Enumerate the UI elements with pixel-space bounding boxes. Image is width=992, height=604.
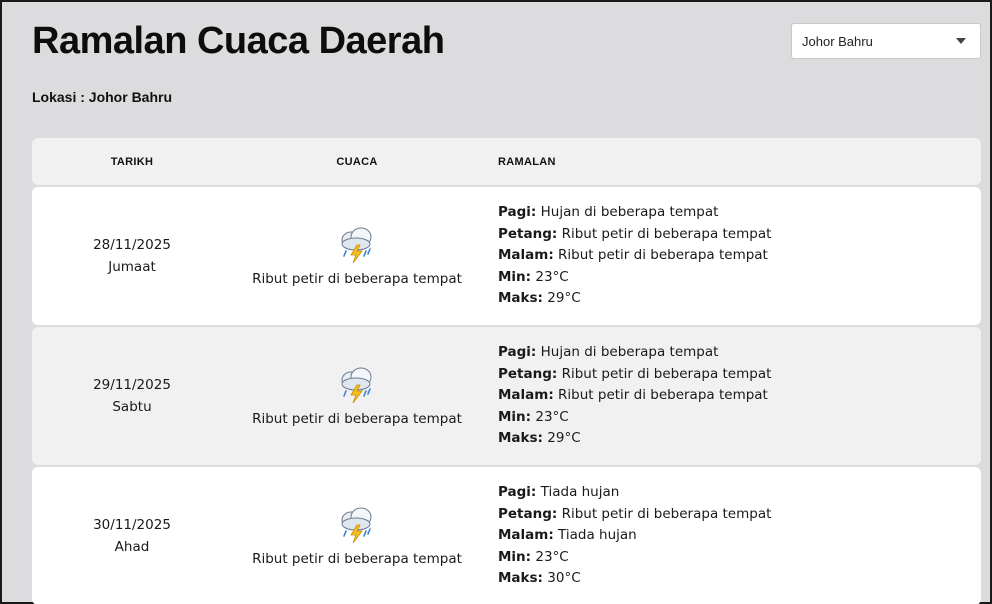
table-row (32, 327, 981, 465)
row-day: Sabtu (112, 399, 152, 415)
table-header (32, 138, 981, 185)
afternoon-value: Ribut petir di beberapa tempat (561, 225, 772, 242)
max-label: Maks: (498, 570, 543, 587)
min-value: 23°C (535, 408, 569, 425)
row-day: Jumaat (108, 259, 156, 275)
min-label: Min: (498, 548, 532, 565)
morning-label: Pagi: (498, 344, 537, 361)
min-value: 23°C (535, 268, 569, 285)
night-label: Malam: (498, 387, 554, 404)
chevron-down-icon (956, 38, 966, 44)
min-value: 23°C (535, 548, 569, 565)
forecast-cell (482, 202, 981, 309)
afternoon-label: Petang: (498, 225, 558, 242)
header-date: TARIKH (110, 155, 154, 168)
min-label: Min: (498, 408, 532, 425)
max-value: 29°C (547, 430, 581, 447)
thunderstorm-icon (337, 505, 377, 545)
row-day: Ahad (114, 539, 150, 555)
location-select[interactable] (791, 23, 981, 59)
thunderstorm-icon (337, 225, 377, 265)
date-cell (32, 514, 232, 558)
night-value: Ribut petir di beberapa tempat (558, 387, 768, 404)
max-label: Maks: (498, 290, 543, 307)
page-title: Ramalan Cuaca Daerah (32, 20, 445, 62)
night-label: Malam: (498, 247, 554, 264)
afternoon-label: Petang: (498, 365, 558, 382)
date-cell (32, 374, 232, 418)
max-value: 29°C (547, 290, 581, 307)
afternoon-value: Ribut petir di beberapa tempat (561, 365, 772, 382)
weather-summary: Ribut petir di beberapa tempat (252, 411, 462, 427)
header-weather: CUACA (336, 155, 378, 168)
forecast-cell (482, 482, 981, 589)
night-label: Malam: (498, 527, 554, 544)
weather-cell (232, 505, 482, 567)
forecast-table (32, 138, 981, 604)
location-select-value: Johor Bahru (802, 33, 873, 49)
max-value: 30°C (547, 570, 581, 587)
morning-label: Pagi: (498, 204, 537, 221)
table-row (32, 467, 981, 604)
thunderstorm-icon (337, 365, 377, 405)
weather-summary: Ribut petir di beberapa tempat (252, 551, 462, 567)
afternoon-label: Petang: (498, 505, 558, 522)
morning-value: Tiada hujan (540, 484, 620, 501)
afternoon-value: Ribut petir di beberapa tempat (561, 505, 772, 522)
row-date: 30/11/2025 (93, 517, 171, 533)
location-label: Lokasi : Johor Bahru (32, 89, 173, 105)
morning-label: Pagi: (498, 484, 537, 501)
date-cell (32, 234, 232, 278)
night-value: Tiada hujan (558, 527, 637, 544)
row-date: 29/11/2025 (93, 377, 171, 393)
max-label: Maks: (498, 430, 543, 447)
table-row (32, 187, 981, 325)
night-value: Ribut petir di beberapa tempat (558, 247, 768, 264)
row-date: 28/11/2025 (93, 237, 171, 253)
weather-cell (232, 225, 482, 287)
weather-summary: Ribut petir di beberapa tempat (252, 271, 462, 287)
header-forecast: RAMALAN (498, 155, 556, 168)
forecast-cell (482, 342, 981, 449)
weather-cell (232, 365, 482, 427)
min-label: Min: (498, 268, 532, 285)
morning-value: Hujan di beberapa tempat (540, 204, 719, 221)
morning-value: Hujan di beberapa tempat (540, 344, 719, 361)
